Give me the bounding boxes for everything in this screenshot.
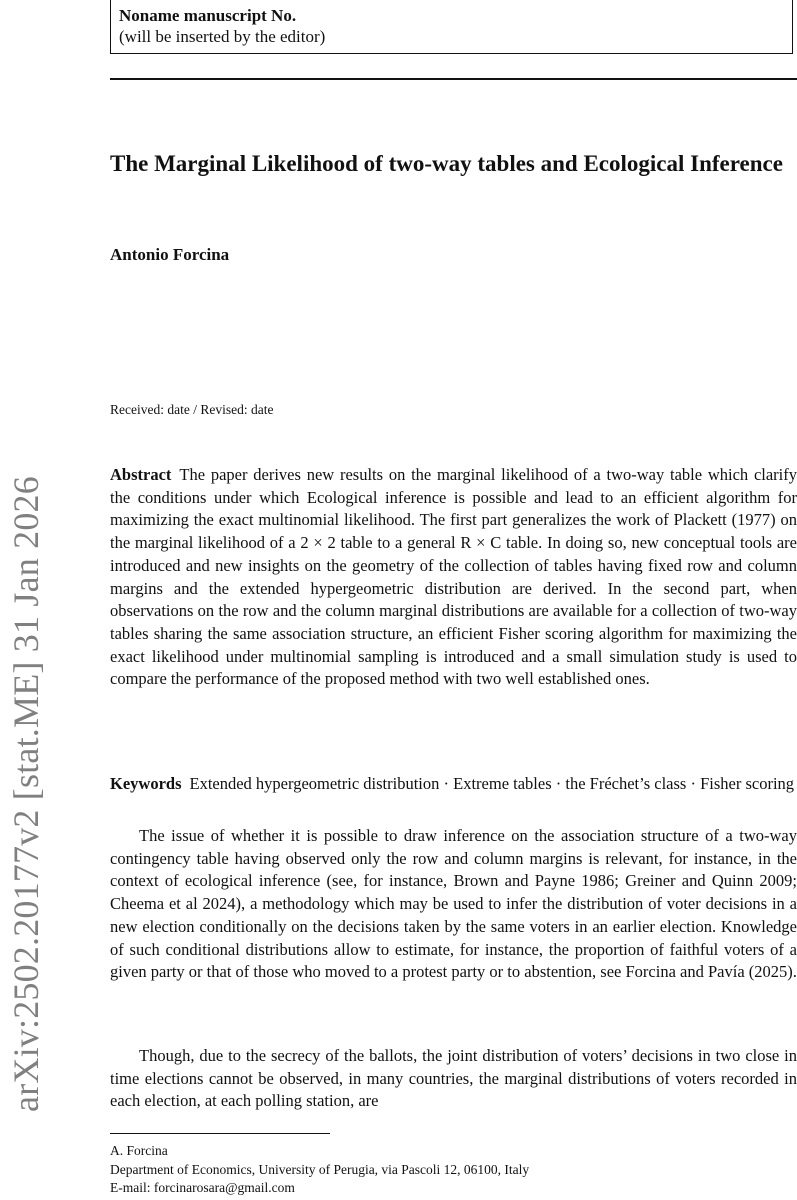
paper-title: The Marginal Likelihood of two-way tables and Ecological Inference: [110, 151, 783, 176]
editor-note: (will be inserted by the editor): [119, 27, 326, 46]
author-name: Antonio Forcina: [110, 245, 230, 264]
footnote-author: A. Forcina: [110, 1143, 168, 1158]
footnote-affiliation: Department of Economics, University of Perugia, via Pascoli 12, 06100, Italy: [110, 1161, 530, 1177]
abstract-label: Abstract: [110, 465, 172, 484]
keywords-section: [110, 773, 797, 796]
keywords-text: Extended hypergeometric distribution · Extreme tables · the Fréchet’s class · Fisher scoring: [189, 774, 795, 793]
header-rule: [110, 78, 797, 80]
received-date: Received: date / Revised: date: [110, 402, 274, 417]
arxiv-stamp: [0, 390, 52, 1198]
footnote-rule: [110, 1133, 330, 1134]
body-paragraph-1: The issue of whether it is possible to draw inference on the association structure of a two-way contingency table having observed only the row and column margins is relevant, for instance, in the context of ecological inference (see, for instance, Brown and Payne 1986; Greiner and Quinn 2009; Cheema et al 2024), a methodology which may be used to infer the distribution of voter decisions in a new election conditionally on the decisions taken by the same voters in an earlier election. Knowledge of such conditional distributions allow to estimate, for instance, the proportion of faithful voters of a given party or that of those who moved to a protest party or to abstention, see Forcina and Pavía (2025).: [110, 826, 797, 982]
abstract-section: [110, 464, 797, 691]
manuscript-number: Noname manuscript No.: [119, 6, 297, 25]
author-footnote: [110, 1142, 790, 1198]
body-paragraph-2: Though, due to the secrecy of the ballots, the joint distribution of voters’ decisions in two close in time elections cannot be observed, in many countries, the marginal distributions of voters recorded in each election, at each polling station, are: [110, 1046, 797, 1111]
keywords-label: Keywords: [110, 774, 182, 793]
arxiv-identifier: arXiv:2502.20177v2 [stat.ME] 31 Jan 2026: [6, 476, 46, 1112]
abstract-text: The paper derives new results on the marginal likelihood of a two-way table which clarify the conditions under which Ecological inference is possible and lead to an efficient algorithm for maximizing the exact multinomial likelihood. The first part generalizes the work of Plackett (1977) on the marginal likelihood of a 2 × 2 table to a general R × C table. In doing so, new conceptual tools are introduced and new insights on the geometry of the collection of tables having fixed row and column margins and the extended hypergeometric distribution are derived. In the second part, when observations on the row and the column marginal distributions are available for a collection of two-way tables sharing the same association structure, an efficient Fisher scoring algorithm for maximizing the exact likelihood under multinomial sampling is introduced and a small simulation study is used to compare the performance of the proposed method with two well established ones.: [110, 465, 797, 689]
manuscript-header-box: [110, 0, 793, 54]
footnote-email: E-mail: forcinarosara@gmail.com: [110, 1180, 295, 1195]
